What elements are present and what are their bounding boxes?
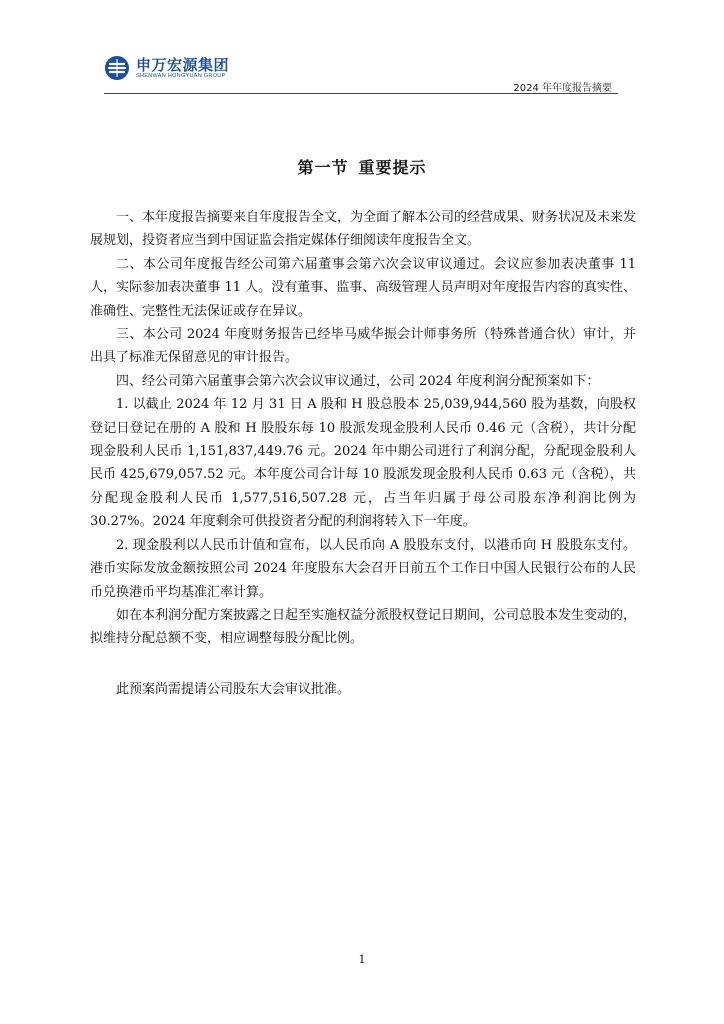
shenwan-hongyuan-logo-icon	[104, 55, 130, 81]
paragraph-7: 如在本利润分配方案披露之日起至实施权益分派股权登记日期间，公司总股本发生变动的，拟维持分配总额不变，相应调整每股分配比例。	[90, 607, 637, 647]
section-number: 第一节	[297, 158, 349, 177]
logo-english-name: SHENWAN HONGYUAN GROUP	[136, 72, 226, 79]
paragraph-3: 三、本公司 2024 年度财务报告已经毕马威华振会计师事务所（特殊普通合伙）审计，并出具了标准无保留意见的审计报告。	[90, 327, 636, 366]
page-number: 1	[358, 953, 366, 966]
section-title	[0, 155, 724, 178]
company-logo	[104, 55, 229, 81]
logo-chinese-name: 申万宏源集团	[136, 55, 230, 74]
closing-paragraph: 此预案尚需提请公司股东大会审议批准。	[116, 681, 351, 697]
paragraph-5: 1. 以截止 2024 年 12 月 31 日 A 股和 H 股总股本 25,039,944,560 股为基数，向股权登记日登记在册的 A 股和 H 股股东每 10 股派发现金股利人民币 0.46 元（含税），共计分配现金股利人民币 1,151,837,449.76 元。2024 年中期公司进行了利润分配，分配现金股利人民币 425,679,057.52 元。本年度公司合计每 10 股派发现金股利人民币 0.63 元（含税），共分配现金股利人民币 1,577,516,507.28 元，占当年归属于母公司股东净利润比例为 30.27%。2024 年度剩余可供投资者分配的利润将转入下一年度。	[90, 397, 636, 530]
paragraph-6: 2. 现金股利以人民币计值和宣布，以人民币向 A 股股东支付，以港币向 H 股股东支付。港币实际发放金额按照公司 2024 年度股东大会召开日前五个工作日中国人民银行公布的人民币兑换港币平均基准汇率计算。	[90, 537, 636, 600]
paragraph-4: 四、经公司第六届董事会第六次会议审议通过，公司 2024 年度利润分配预案如下：	[116, 373, 600, 389]
section-heading: 重要提示	[358, 158, 427, 177]
paragraph-1: 一、本年度报告摘要来自年度报告全文，为全面了解本公司的经营成果、财务状况及未来发展规划，投资者应当到中国证监会指定媒体仔细阅读年度报告全文。	[90, 210, 637, 249]
report-label: 2024 年年度报告摘要	[513, 83, 612, 94]
header-divider	[104, 93, 618, 94]
paragraph-2: 二、本公司年度报告经公司第六届董事会第六次会议审议通过。会议应参加表决董事 11 人，实际参加表决董事 11 人。没有董事、监事、高级管理人员声明对年度报告内容的真实性、准确性、完整性无法保证或存在异议。	[90, 256, 636, 319]
document-body	[90, 206, 636, 701]
